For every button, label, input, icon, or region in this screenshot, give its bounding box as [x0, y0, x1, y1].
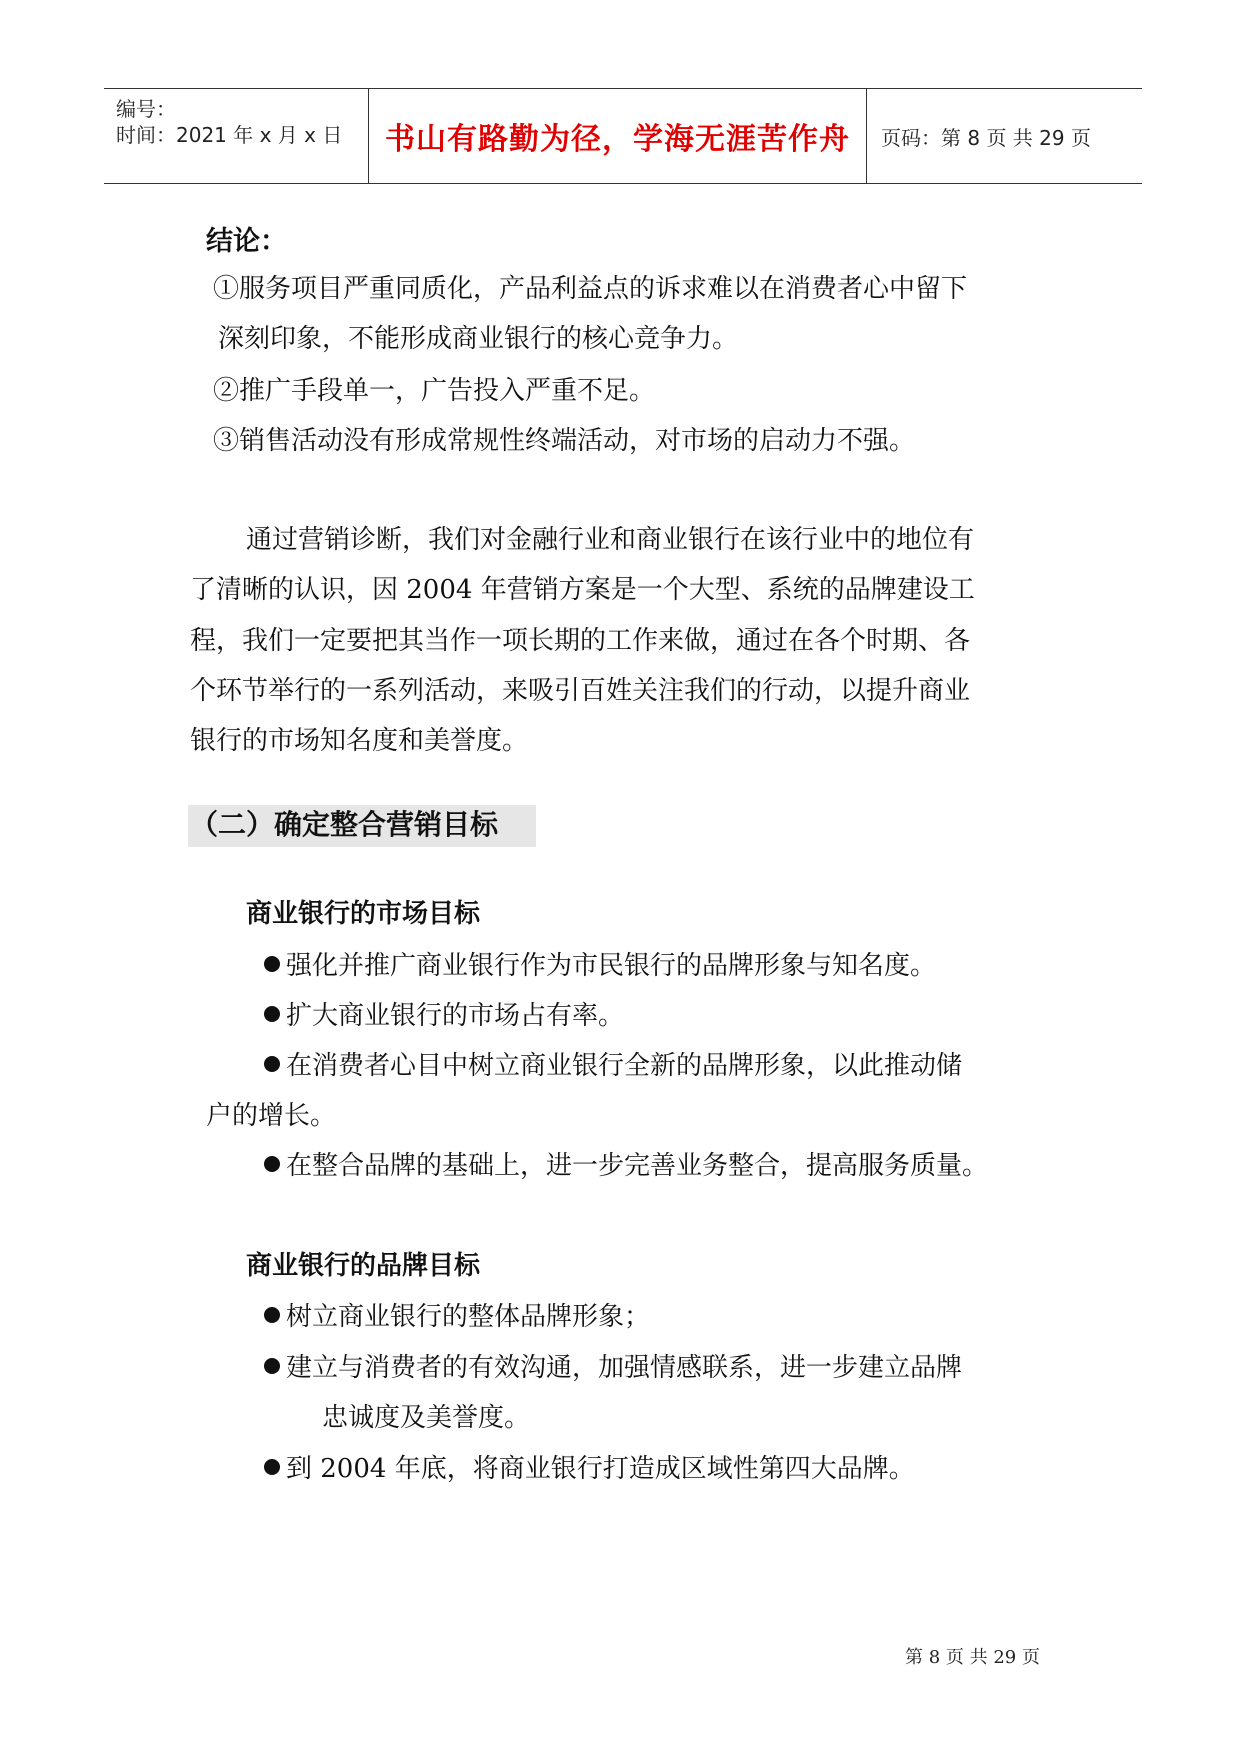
bullet-icon — [264, 1156, 280, 1172]
motto-text: 书山有路勤为径，学海无涯苦作舟 — [385, 122, 850, 157]
bullet-icon — [264, 1358, 280, 1374]
header-page-cell — [867, 89, 1142, 183]
brand-goal-continuation: 忠诚度及美誉度。 — [322, 1403, 531, 1433]
conclusion-item: ②推广手段单一，广告投入严重不足。 — [213, 376, 656, 406]
document-header — [104, 88, 1142, 184]
paragraph-line: 通过营销诊断，我们对金融行业和商业银行在该行业中的地位有 — [246, 525, 975, 555]
brand-goal-item: 树立商业银行的整体品牌形象； — [264, 1304, 650, 1330]
bullet-icon — [264, 1056, 280, 1072]
market-goal-item: 在消费者心目中树立商业银行全新的品牌形象，以此推动储 — [264, 1053, 962, 1079]
conclusion-title: 结论： — [206, 226, 287, 257]
page-footer: 第 8 页 共 29 页 — [905, 1647, 1040, 1668]
conclusion-item: 深刻印象，不能形成商业银行的核心竞争力。 — [218, 324, 739, 354]
market-goal-item: 扩大商业银行的市场占有率。 — [264, 1003, 624, 1029]
market-goal-item: 在整合品牌的基础上，进一步完善业务整合，提高服务质量。 — [264, 1153, 988, 1179]
market-goal-continuation: 户的增长。 — [206, 1101, 337, 1131]
brand-goal-item: 到 2004 年底，将商业银行打造成区域性第四大品牌。 — [264, 1456, 915, 1482]
paragraph-line: 了清晰的认识，因 2004 年营销方案是一个大型、系统的品牌建设工 — [190, 575, 975, 605]
paragraph-line: 程，我们一定要把其当作一项长期的工作来做，通过在各个时期、各 — [190, 626, 971, 656]
conclusion-item: ①服务项目严重同质化，产品利益点的诉求难以在消费者心中留下 — [213, 274, 968, 304]
bullet-icon — [264, 1307, 280, 1323]
section-heading: （二）确定整合营销目标 — [190, 808, 499, 841]
bullet-icon — [264, 1459, 280, 1475]
bullet-icon — [264, 956, 280, 972]
time-line: 时间：2021 年 x 月 x 日 — [116, 123, 343, 147]
header-motto-cell — [368, 89, 867, 183]
brand-goal-item: 建立与消费者的有效沟通，加强情感联系，进一步建立品牌 — [264, 1355, 962, 1381]
paragraph-line: 银行的市场知名度和美誉度。 — [190, 726, 529, 756]
conclusion-item: ③销售活动没有形成常规性终端活动，对市场的启动力不强。 — [213, 426, 916, 456]
market-goals-title: 商业银行的市场目标 — [246, 899, 481, 929]
header-left-cell — [104, 89, 368, 183]
brand-goals-title: 商业银行的品牌目标 — [246, 1251, 481, 1281]
serial-label: 编号： — [116, 97, 176, 121]
page-info: 页码：第 8 页 共 29 页 — [881, 125, 1091, 150]
market-goal-item: 强化并推广商业银行作为市民银行的品牌形象与知名度。 — [264, 953, 936, 979]
paragraph-line: 个环节举行的一系列活动，来吸引百姓关注我们的行动，以提升商业 — [190, 676, 971, 706]
bullet-icon — [264, 1006, 280, 1022]
